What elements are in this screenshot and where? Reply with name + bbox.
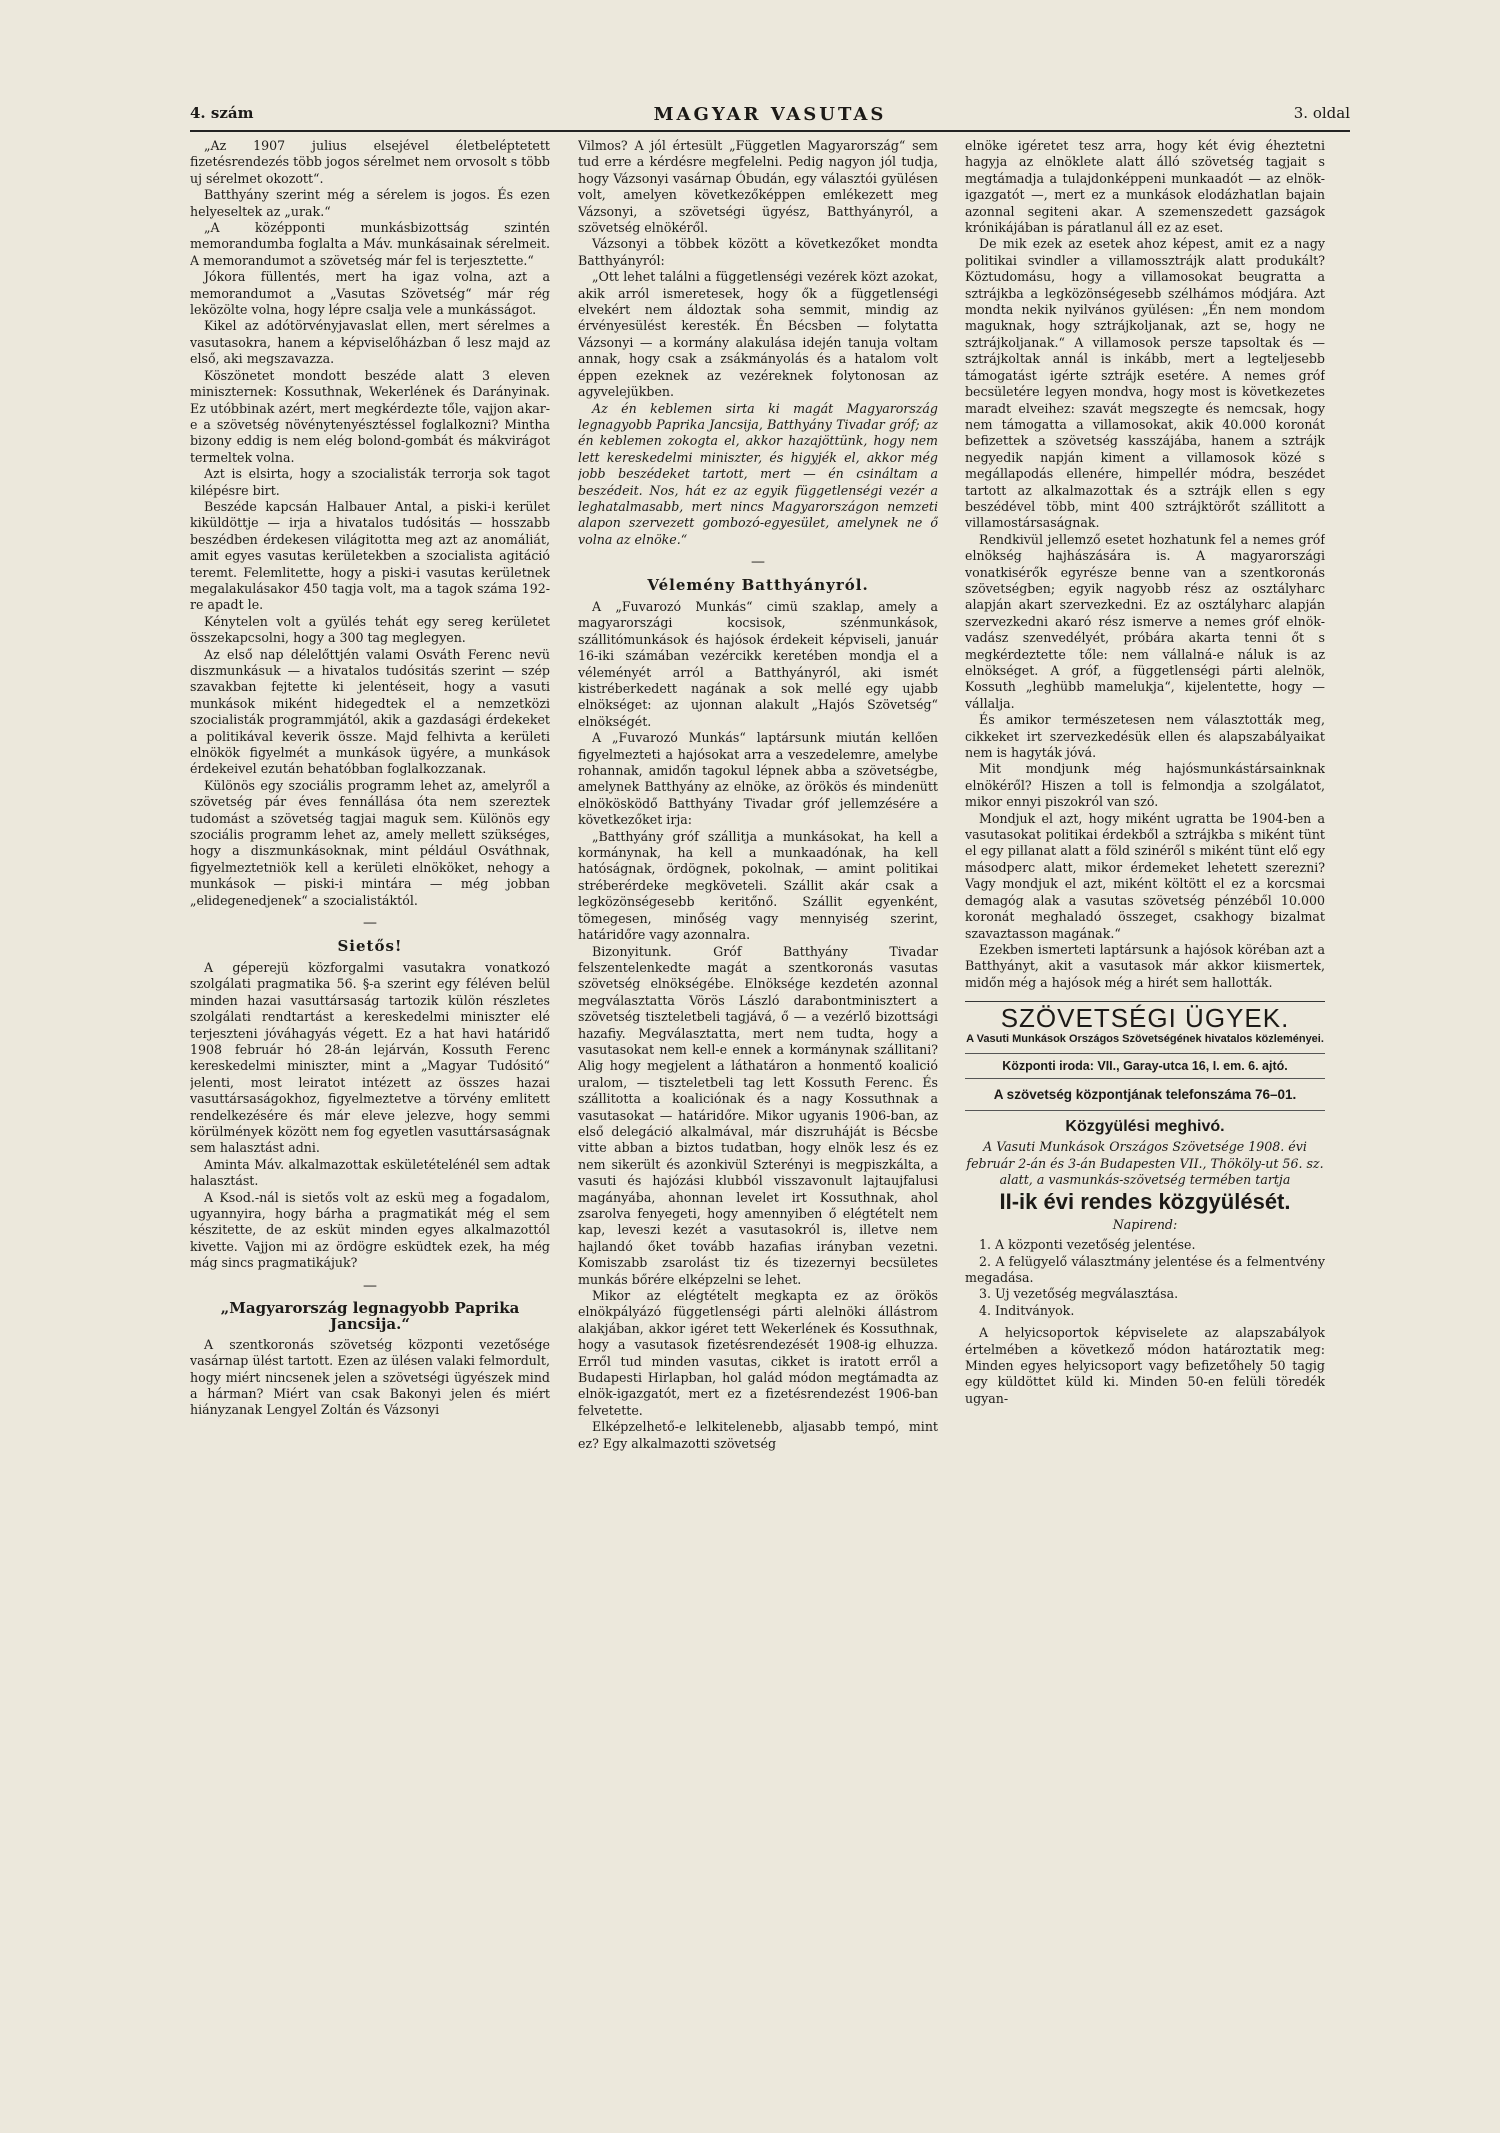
agenda-item: 1. A központi vezetőség jelentése. — [979, 1237, 1196, 1253]
article-paragraph: A „Fuvarozó Munkás“ laptársunk miután kellően figyelmezteti a hajósokat arra a veszedelemre, amelybe rohannak, amidőn tagokul lépnek abba a szövetségbe, amelynek Batthyány az elnöke, az örökös és mindenütt elnökösködő Batthyány Tivadar gróf jellemzésére a következőket irja: — [578, 730, 938, 828]
article-paragraph: De mik ezek az esetek ahoz képest, amit ez a nagy politikai svindler a villamossztrájk alatt produkált? Köztudomásu, hogy a villamosokat beugratta a sztrájkba a legközönségesebb szélhámos módjára. Azt mondta nekik nyilvános gyülésen: „Én nem mondom maguknak, hogy sztrájkoljanak, azt se, hogy ne sztrájkoljanak.“ A villamosok persze tapsoltak és — sztrájkoltak annál is inkább, mert a legteljesebb támogatást igérte sztrájk esetére. A nemes gróf becsületére legyen mondva, hogy most is következetes maradt elveihez: szavát megszegte és nemcsak, hogy nem támogatta a villamosokat, akik 40.000 koronát befizettek a szövetség kasszájába, hanem a sztrájk negyedik napján kiment a villamosok közé s megállapodás ellenére, himpellér módra, beszédet tartott az alkalmazottak és a sztrájk ellen s egy beszédével több, mint 400 sztrájktörőt szállitott a villamostársaságnak. — [965, 236, 1325, 531]
column-1 — [190, 138, 550, 2098]
article-paragraph: „Batthyány gróf szállitja a munkásokat, ha kell a kormánynak, ha kell a munkaadónak, ha kell hatóságnak, ördögnek, pokolnak, — amint politikai stréberérdeke megköveteli. Szállit akár csak a legközönségesebb keritőnő. Szállit egyenként, tömegesen, minőség vagy mennyiség szerint, határidőre vagy azonnalra. — [578, 828, 938, 943]
article-paragraph: És amikor természetesen nem választották meg, cikkeket irt szervezkedésük ellen és alapszabályaikat nem is hagyták jóvá. — [965, 712, 1325, 761]
invite-title: Közgyülési meghivó. — [1065, 1117, 1225, 1135]
article-paragraph: Mikor az elégtételt megkapta ez az örökös elnökpályázó függetlenségi párti alelnöki állástrom alakjában, akkor igéret tett Wekerlének és Kossuthnak, hogy a vasutasok fizetésrendezését 1908-ig elhuzza. Erről tud minden vasutas, cikket is iratott erről a Budapesti Hirlapban, hol galád módon megtámadta az elnök-igazgatót, mert ez a fizetésrendezést 1906-ban felvetette. — [578, 1288, 938, 1418]
article-paragraph: Azt is elsirta, hogy a szocialisták terrorja sok tagot kilépésre birt. — [190, 466, 550, 498]
column-3 — [965, 138, 1325, 2098]
article-paragraph: Ezekben ismerteti laptársunk a hajósok köréban azt a Batthyányt, akit a vasutasok már akkor kiismertek, midőn még a hajósok még a hirét sem hallották. — [965, 941, 1325, 990]
article-paragraph: Aminta Máv. alkalmazottak eskületételénél sem adtak halasztást. — [190, 1156, 550, 1189]
article-paragraph: Vilmos? A jól értesült „Független Magyarország“ sem tud erre a kérdésre megfelelni. Pedig nagyon jól tudja, hogy Vázsonyi vasárnap Óbudán, egy választói gyülésen volt, amelyen következőképpen emlékezett meg Vázsonyi, a szövetségi ügyész, Batthyányról, a szövetség elnökéről. — [578, 138, 938, 236]
section-subtitle: A Vasuti Munkások Országos Szövetségének hivatalos közleményei. — [966, 1032, 1324, 1045]
article-paragraph: Az első nap délelőttjén valami Osváth Ferenc nevü diszmunkásuk — a hivatalos tudósitás szerint — szép szavakban fejtette ki jelentéseit, hogy a vasuti munkások miként hidegedtek el a nemzetközi szocialisták programmjától, akik a gazdasági érdekeket a politikával keverik össze. Majd felhivta a kerületi elnökök figyelmét a munkások ügyére, a munkások érdekeivel ezután behatóbban foglalkozzanak. — [190, 646, 550, 777]
article-paragraph: Bizonyitunk. Gróf Batthyány Tivadar felszentelenkedte magát a szentkoronás vasutas szövetség elnökségébe. Elnöksége kezdetén azonnal megválasztatta Vörös László darabontminisztert a szövetség tiszteletbeli tagjává, ő — a vezérlő bizottsági hazafiy. Megválasztatta, mert nem tudta, hogy a vasutasokat nem kell-e ennek a kormánynak szállitani? Alig hogy megjelent a láthatáron a honmentő koalició uralom, — tiszteletbeli tag lett Kossuth Ferenc. És szállitotta a koaliciónak és a nagy Kossuthnak a vasutasokat — határidőre. Mikor ugyanis 1906-ban, az első delegáció alkalmával, már diszruháját is Bécsbe vitte abban a biztos tudatban, hogy elnök lesz és ez nem sikerült és azonkivül Szterényi is megpiszkálta, a vasuti és hajózási klubból visszavonult lajtaujfalusi magányába, ahonnan levelet irt Kossuthnak, ahol zsarolva fenyegeti, hogy amennyiben ő elégtételt nem kap, leveszi kezét a vasutasokról is, illetve nem hajlandó őket tovább hazafias irányban vezetni. Komiszabb zsarolást tiz és tizezernyi becsületes munkás bőrére elképzelni se lehet. — [578, 943, 938, 1287]
article-paragraph: Mit mondjunk még hajósmunkástársainknak elnökéről? Hiszen a toll is felmondja a szolgálatot, mikor ennyi piszokról van szó. — [965, 761, 1325, 810]
article-paragraph: A géperejü közforgalmi vasutakra vonatkozó szolgálati pragmatika 56. §-a szerint egy féléven belül minden hazai vasuttársaság tartozik külön részletes szolgálati rendtartást a kereskedelmi miniszter elé terjeszteni jóváhagyás végett. Ez a hat havi határidő 1908 február hó 28-án lejárván, Kossuth Ferenc kereskedelmi miniszter, mint a „Magyar Tudósitó“ jelenti, most leiratot intézett az összes hazai vasuttársaságokhoz, figyelmeztetve a törvény emlitett rendelkezésére és már eleve jelezve, hogy semmi körülmények között nem fog egyetlen vasuttársaságnak sem halasztást adni. — [190, 959, 550, 1156]
article-paragraph: Jókora füllentés, mert ha igaz volna, azt a memorandumot a „Vasutas Szövetség“ már rég leközölte volna, hogy lépre csalja vele a munkásságot. — [190, 269, 550, 318]
article-paragraph: Batthyány szerint még a sérelem is jogos. És ezen helyeseltek az „urak.“ — [190, 187, 550, 219]
article-title-sietos: Sietős! — [337, 936, 403, 955]
page-number: 3. oldal — [1293, 104, 1350, 122]
article-paragraph: A szentkoronás szövetség központi vezetősége vasárnap ülést tartott. Ezen az ülésen valaki felmordult, hogy miért nincsenek jelen a szövetségi ügyészek mind a hárman? Miért van csak Bakonyi jelen és miért hiányzanak Lengyel Zoltán és Vázsonyi — [190, 1336, 550, 1418]
article-paragraph: A „Fuvarozó Munkás“ cimü szaklap, amely a magyarországi kocsisok, szénmunkások, szállitómunkások és hajósok érdekeit képviseli, január 16-iki számában vezércikk keretében mondja el a véleményét arról a Batthyányról, aki ismét kistréberkedett nagának a sok mellé egy ujabb elnökséget: az ujonnan alakult „Hajós Szövetség“ elnökségét. — [578, 598, 938, 729]
article-paragraph: Köszönetet mondott beszéde alatt 3 eleven miniszternek: Kossuthnak, Wekerlének és Darányinak. Ez utóbbinak azért, mert megkérdezte tőle, vajjon akar-e a szövetség növénytenyésztéssel foglalkozni? Mintha bizony eddig is nem elég bolond-gombát és mákvirágot termeltek volna. — [190, 367, 550, 465]
article-paragraph: „Ott lehet találni a függetlenségi vezérek közt azokat, akik arról ismeretesek, hogy ők a függetlenségi elvekért nem áldoztak soha semmit, mindig az érvényesülést keresték. Én Bécsben — folytatta Vázsonyi — a kormány alakulása idején tanuja voltam annak, hogy csak a zsákmányolás és a hatalom volt éppen ezeknek az vezéreknek folytonosan az agyvelejükben. — [578, 269, 938, 400]
agenda-item: 4. Inditványok. — [979, 1302, 1075, 1318]
page-header — [190, 104, 1350, 132]
article-paragraph: A Ksod.-nál is sietős volt az eskü meg a fogadalom, ugyannyira, hogy bárha a pragmatikát még el sem készitette, de az esküt minden egyes alkalmazottól kivette. Vajjon mi az ördögre esküdtek ezek, ha még mág sincs pragmatikájuk? — [190, 1189, 550, 1271]
section-title: SZÖVETSÉGI ÜGYEK. — [965, 1001, 1325, 1026]
closing-paragraph: A helyicsoportok képviselete az alapszabályok értelmében a következő módon határoztatik meg: Minden egyes helyicsoport vagy befizetőhely 50 tagig egy küldöttet küld ki. Minden 50-en felüli töredék ugyan- — [965, 1325, 1325, 1406]
newspaper-title: MAGYAR VASUTAS — [653, 104, 887, 125]
issue-number: 4. szám — [190, 104, 254, 122]
article-paragraph: Rendkivül jellemző esetet hozhatunk fel a nemes gróf elnökség hajhászására is. A magyarországi vonatkisérők egyrésze benne van a szentkoronás szövetségben; egyik nagyobb rész az osztályharc alapján akart szervezkedni. Ez az osztályharc alapján szervezkedni akaró rész ismerve a nemes gróf elnök-vadász szenvedélyét, próbára akarta tenni őt s megkérdeztette tőle: nem vállalná-e náluk is az elnökséget. A gróf, a függetlenségi párti alelnök, Kossuth „leghübb mamelukja“, kijelentette, hogy — vállalja. — [965, 531, 1325, 711]
article-paragraph: Mondjuk el azt, hogy miként ugratta be 1904-ben a vasutasokat politikai érdekből a sztrájkba s miként tünt el egy pillanat alatt a föld szinéről s miként tünt elő egy másodperc alatt, mikor érdemeket lehetett szerezni? Vagy mondjuk el azt, miként költött el ez a korcsmai demagóg alak a vasutas szövetség pénzéből 10.000 koronát meghaladó összeget, csakhogy bizalmat szavaztasson magának.“ — [965, 810, 1325, 941]
meeting-title: II-ik évi rendes közgyülését. — [999, 1189, 1291, 1215]
article-paragraph: Különös egy szociális programm lehet az, amelyről a szövetség pár éves fennállása óta nem szereztek tudomást a szövetség tagjai maguk sem. Különös egy szociális programm lehet az, amely mellett szükséges, hogy a diszmunkásoknak, mint például Osváthnak, figyelmeztetniök kell a kerületi elnököket, nehogy a munkások — piski-i mintára — még jobban „elidegenedjenek“ a szocialistáktól. — [190, 777, 550, 908]
column-2 — [578, 138, 938, 2098]
phone-number: A szövetség központjának telefonszáma 76–01. — [965, 1087, 1325, 1110]
separator: — — [363, 915, 377, 932]
article-paragraph: elnöke igéretet tesz arra, hogy két évig éheztetni hagyja az elnöklete alatt álló szövetség tagjait s megtámadja a tulajdonképpeni munkaadót — az elnök-igazgatót —, mert ez a munkások elodázhatlan bajain azonnal segiteni akar. A szemenszedett gazságok krónikájában is páratlanul áll ez az eset. — [965, 138, 1325, 236]
agenda-item: 2. A felügyelő választmány jelentése és a felmentvény megadása. — [965, 1253, 1325, 1285]
invite-text: A Vasuti Munkások Országos Szövetsége 1908. évi február 2-án és 3-án Budapesten VII., Thököly-ut 56. sz. alatt, a vasmunkás-szövetség termében tartja — [966, 1139, 1324, 1187]
article-paragraph: Vázsonyi a többek között a következőket mondta Batthyányról: — [578, 236, 938, 268]
separator: — — [751, 554, 765, 571]
article-paragraph: „A középponti munkásbizottság szintén memorandumba foglalta a Máv. munkásainak sérelmeit. A memorandumot a szövetség már fel is terjesztette.“ — [190, 220, 550, 268]
office-address: Központi iroda: VII., Garay-utca 16, I. em. 6. ajtó. — [965, 1053, 1325, 1079]
article-paragraph: Az én keblemen sirta ki magát Magyarország legnagyobb Paprika Jancsija, Batthyány Tivadar gróf; az én keblemen zokogta el, akkor hazajöttünk, hogy nem lett kereskedelmi miniszter, és higyjék el, akkor még jobb beszédeket tartott, mert — én csináltam a beszédeit. Nos, hát ez az egyik függetlenségi vezér a leghatalmasabb, mert nincs Magyarországon nemzeti alapon szervezett gombozó-egyesület, amelynek ne ő volna az elnöke.“ — [578, 400, 938, 547]
article-paragraph: Beszéde kapcsán Halbauer Antal, a piski-i kerület kiküldöttje — irja a hivatalos tudósitás — hosszabb beszédben érdekesen világitotta meg azt az anomáliát, amit egyes vasutas kerületekben a szocialista agitáció teremt. Felemlitette, hogy a piski-i vasutas kerületnek megalakulásakor 450 tagja volt, ma a tagok száma 192-re apadt le. — [190, 498, 550, 613]
article-paragraph: Kikel az adótörvényjavaslat ellen, mert sérelmes a vasutasokra, hanem a képviselőházban ő lesz majd az első, aki megszavazza. — [190, 318, 550, 367]
article-title-paprika-jancsi: „Magyarország legnagyobb Paprika Jancsija.“ — [220, 1299, 520, 1334]
separator: — — [363, 1277, 377, 1294]
agenda-list — [965, 1237, 1325, 1319]
article-paragraph: Elképzelhető-e lelkitelenebb, aljasabb tempó, mint ez? Egy alkalmazotti szövetség — [578, 1419, 938, 1451]
article-paragraph: „Az 1907 julius elsejével életbeléptetett fizetésrendezés több jogos sérelmet nem orvosolt s több uj sérelmet okozott“. — [190, 138, 550, 186]
agenda-title: Napirend: — [1112, 1216, 1178, 1232]
article-paragraph: Kénytelen volt a gyülés tehát egy sereg kerületet összekapcsolni, hogy a 300 tag meglegyen. — [190, 613, 550, 646]
agenda-item: 3. Uj vezetőség megválasztása. — [979, 1286, 1179, 1302]
article-title-velemeny: Vélemény Batthyányról. — [647, 575, 869, 594]
